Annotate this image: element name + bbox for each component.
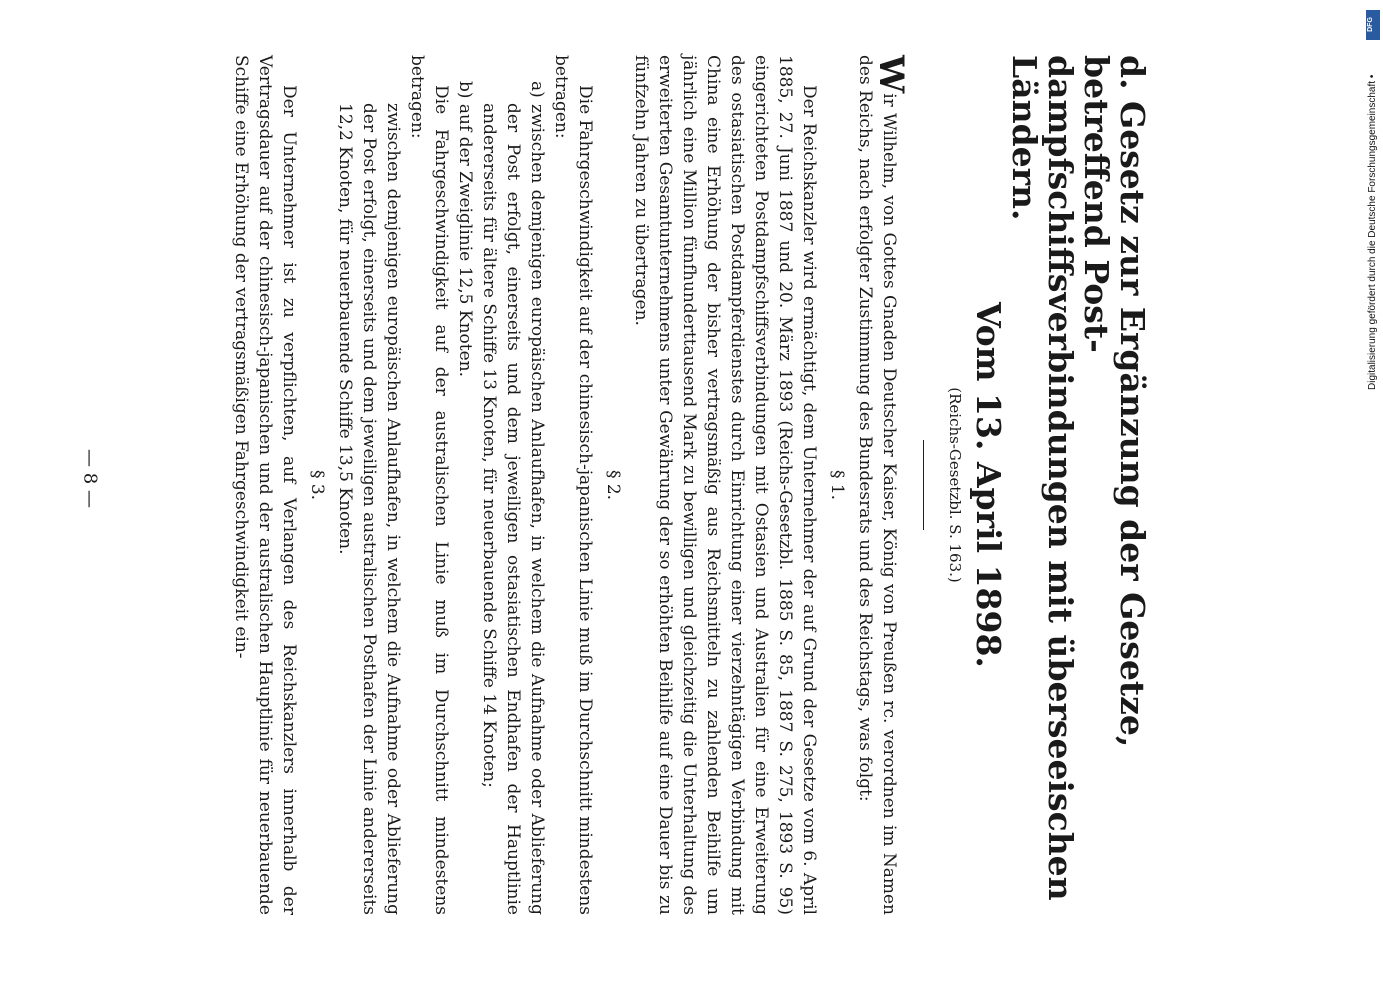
section-1-heading: § 1. [827, 469, 847, 501]
preamble [853, 55, 911, 915]
page-body [229, 55, 1150, 915]
section-1-text: Der Reichskanzler wird ermächtigt, dem Unternehmer der auf Grund der Gesetze vom 6. April 1885, 27. Juni 1887 und 20. März 1893 (Reichs-Gesetzbl. 1885 S. 85, 1887 S. 275, 1893 S. 95) eingerichteten Postdampfschiffsverbindungen mit Ostasien und Australien für eine Erweiterung des ostasiatischen Postdampferdienstes durch Einrichtung einer vierzehntägigen Verbindung mit China eine Erhöhung der bisher vertragsmäßig aus Reichsmitteln zu zahlenden Beihilfe um jährlich eine Million fünfhunderttausend Mark zu bewilligen und gleichzeitig die Unterhaltung des erweiterten Gesamtunternehmens unter Gewährung der so erhöhten Beihilfe auf eine Dauer bis zu fünfzehn Jahren zu übertragen. [631, 55, 819, 915]
section-2-intro-2: Die Fahrgeschwindigkeit auf der australischen Linie muß im Durchschnitt mindestens betragen: [407, 55, 451, 915]
section-3-text: Der Unternehmer ist zu verpflichten, auf Verlangen des Reichskanzlers innerhalb der Vertragsdauer auf der chinesisch-japanischen und der australischen Hauptlinie für neuerbauende Schiffe eine Erhöhung der vertragsmäßigen Fahrgeschwindigkeit ein- [231, 55, 299, 915]
drop-initial: W [871, 55, 911, 94]
preamble-text: ir Wilhelm, von Gottes Gnaden Deutscher Kaiser, König von Preußen rc. verordnen im Namen des Reichs, nach erfolgter Zustimmung des Bundesrats und des Reichstags, was folgt: [855, 55, 899, 915]
title-line-1: d. Gesetz zur Ergänzung der Gesetze, betreffend Post- [1077, 55, 1152, 748]
section-2-heading: § 2. [603, 469, 623, 501]
title-line-2: dampfschiffsverbindungen mit überseeischen Ländern. [1005, 55, 1080, 901]
section-2-intro: Die Fahrgeschwindigkeit auf der chinesisch-japanischen Linie muß im Durchschnitt mindestens betragen: [551, 55, 595, 915]
dfg-logo [1366, 10, 1380, 40]
digitization-credit [1352, 10, 1382, 400]
section-3-heading: § 3. [307, 469, 327, 501]
section-2-item-australia: zwischen demjenigen europäischen Anlaufhafen, in welchem die Aufnahme oder Ablieferung der Post erfolgt, einerseits und dem jeweiligen australischen Posthafen der Linie andererseits 12,2 Knoten, für neuerbauende Schiffe 13,5 Knoten. [335, 103, 403, 915]
title-line-3: Vom 13. April 1898. [969, 302, 1008, 668]
section-2-item-a: a) zwischen demjenigen europäischen Anlaufhafen, in welchem die Aufnahme oder Ablieferung der Post erfolgt, einerseits und dem jeweiligen ostasiatischen Endhafen der Hauptlinie andererseits für ältere Schiffe 13 Knoten, für neuerbauende Schiffe 14 Knoten; [479, 81, 547, 915]
credit-text: Digitalisierung gefördert durch die Deutsche Forschungsgemeinschaft • [1367, 74, 1378, 390]
page-number: — 8 — [79, 449, 101, 508]
divider-rule [923, 440, 924, 530]
dfg-logo-text: DFG [1366, 17, 1374, 32]
source-citation: (Reichs-Gesetzbl. S. 163.) [946, 387, 964, 583]
document-title [970, 55, 1150, 915]
section-2-item-b: b) auf der Zweiglinie 12,5 Knoten. [455, 81, 475, 378]
